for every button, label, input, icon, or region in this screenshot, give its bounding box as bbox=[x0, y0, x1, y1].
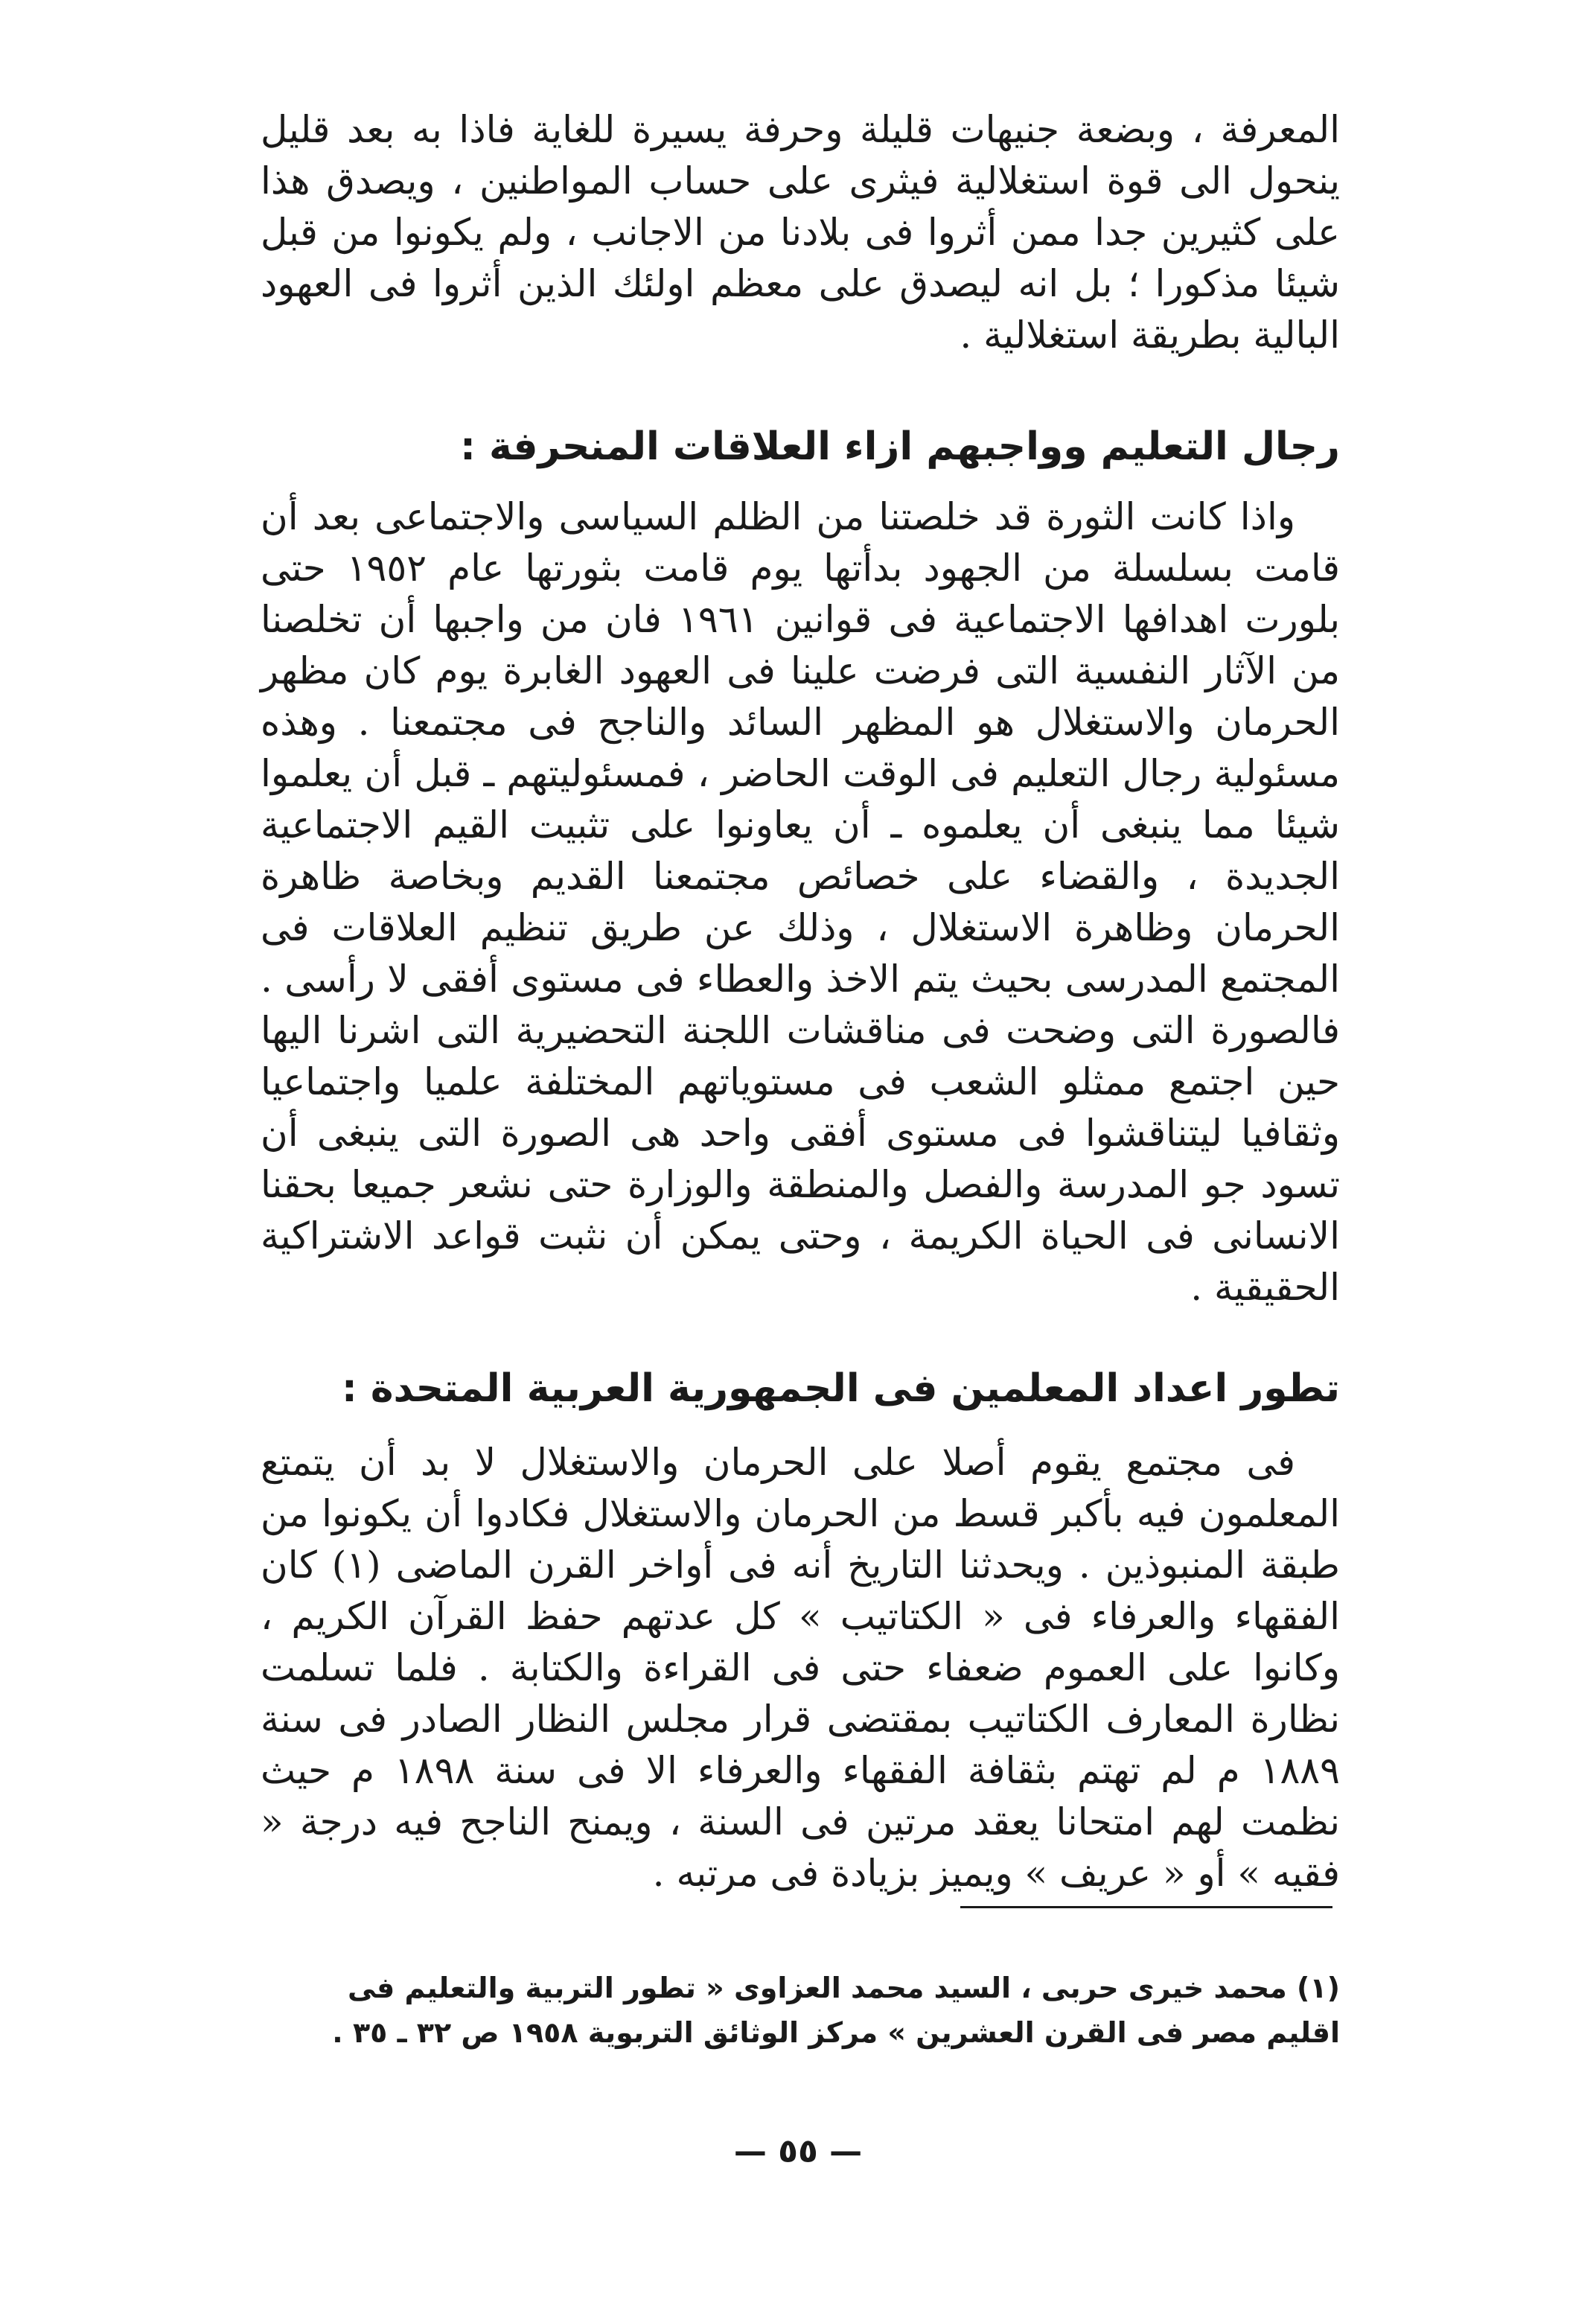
paragraph-text: واذا كانت الثورة قد خلصتنا من الظلم السياسى والاجتماعى بعد أن قامت بسلسلة من الجهود بدأتها يوم قامت بثورتها عام ١٩٥٢ حتى بلورت اهدافها الاجتماعية فى قوانين ١٩٦١ فان من واجبها أن تخلصنا من الآثار النفسية التى فرضت علينا فى العهود الغابرة يوم كان مظهر الحرمان والاستغلال هو المظهر السائد والناجح فى مجتمعنا . وهذه مسئولية رجال التعليم فى الوقت الحاضر ، فمسئوليتهم ـ قبل أن يعلموا شيئا مما ينبغى أن يعلموه ـ أن يعاونوا على تثبيت القيم الاجتماعية الجديدة ، والقضاء على خصائص مجتمعنا القديم وبخاصة ظاهرة الحرمان وظاهرة الاستغلال ، وذلك عن طريق تنظيم العلاقات فى المجتمع المدرسى بحيث يتم الاخذ والعطاء فى مستوى أفقى لا رأسى . فالصورة التى وضحت فى مناقشات اللجنة التحضيرية التى اشرنا اليها حين اجتمع ممثلو الشعب فى مستوياتهم المختلفة علميا واجتماعيا وثقافيا ليتناقشوا فى مستوى أفقى واحد هى الصورة التى ينبغى أن تسود جو المدرسة والفصل والمنطقة والوزارة حتى نشعر جميعا بحقنا الانسانى فى الحياة الكريمة ، وحتى يمكن أن نثبت قواعد الاشتراكية الحقيقية . bbox=[261, 495, 1341, 1309]
paragraph-text: المعرفة ، وبضعة جنيهات قليلة وحرفة يسيرة للغاية فاذا به بعد قليل ينحول الى قوة استغلالية فيثرى على حساب المواطنين ، ويصدق هذا على كثيرين جدا ممن أثروا فى بلادنا من الاجانب ، ولم يكونوا من قبل شيئا مذكورا ؛ بل انه ليصدق على معظم اولئك الذين أثروا فى العهود البالية بطريقة استغلالية . bbox=[261, 108, 1340, 357]
body-paragraph-2 bbox=[261, 491, 1340, 1313]
footnote: (١) محمد خيرى حربى ، السيد محمد العزاوى « تطور التربية والتعليم فى اقليم مصر فى القرن العشرين » مركز الوثائق التربوية ١٩٥٨ ص ٣٢ ـ ٣٥ . bbox=[332, 1972, 1340, 2049]
footnote-separator bbox=[960, 1906, 1332, 1908]
section-heading-teacher-preparation: تطور اعداد المعلمين فى الجمهورية العربية المتحدة : bbox=[341, 1366, 1340, 1411]
page-number: — ٥٥ — bbox=[733, 2132, 863, 2170]
body-paragraph-3 bbox=[261, 1437, 1340, 1899]
body-paragraph-1 bbox=[261, 104, 1340, 361]
section-heading-teachers-duty: رجال التعليم وواجبهم ازاء العلاقات المنحرفة : bbox=[460, 424, 1340, 469]
paragraph-text: فى مجتمع يقوم أصلا على الحرمان والاستغلال لا بد أن يتمتع المعلمون فيه بأكبر قسط من الحرمان والاستغلال فكادوا أن يكونوا من طبقة المنبوذين . ويحدثنا التاريخ أنه فى أواخر القرن الماضى (١) كان الفقهاء والعرفاء فى « الكتاتيب » كل عدتهم حفظ القرآن الكريم ، وكانوا على العموم ضعفاء حتى فى القراءة والكتابة . فلما تسلمت نظارة المعارف الكتاتيب بمقتضى قرار مجلس النظار الصادر فى سنة ١٨٨٩ م لم تهتم بثقافة الفقهاء والعرفاء الا فى سنة ١٨٩٨ م حيث نظمت لهم امتحانا يعقد مرتين فى السنة ، ويمنح الناجح فيه درجة « فقيه » أو « عريف » ويميز بزيادة فى مرتبه . bbox=[261, 1441, 1341, 1895]
